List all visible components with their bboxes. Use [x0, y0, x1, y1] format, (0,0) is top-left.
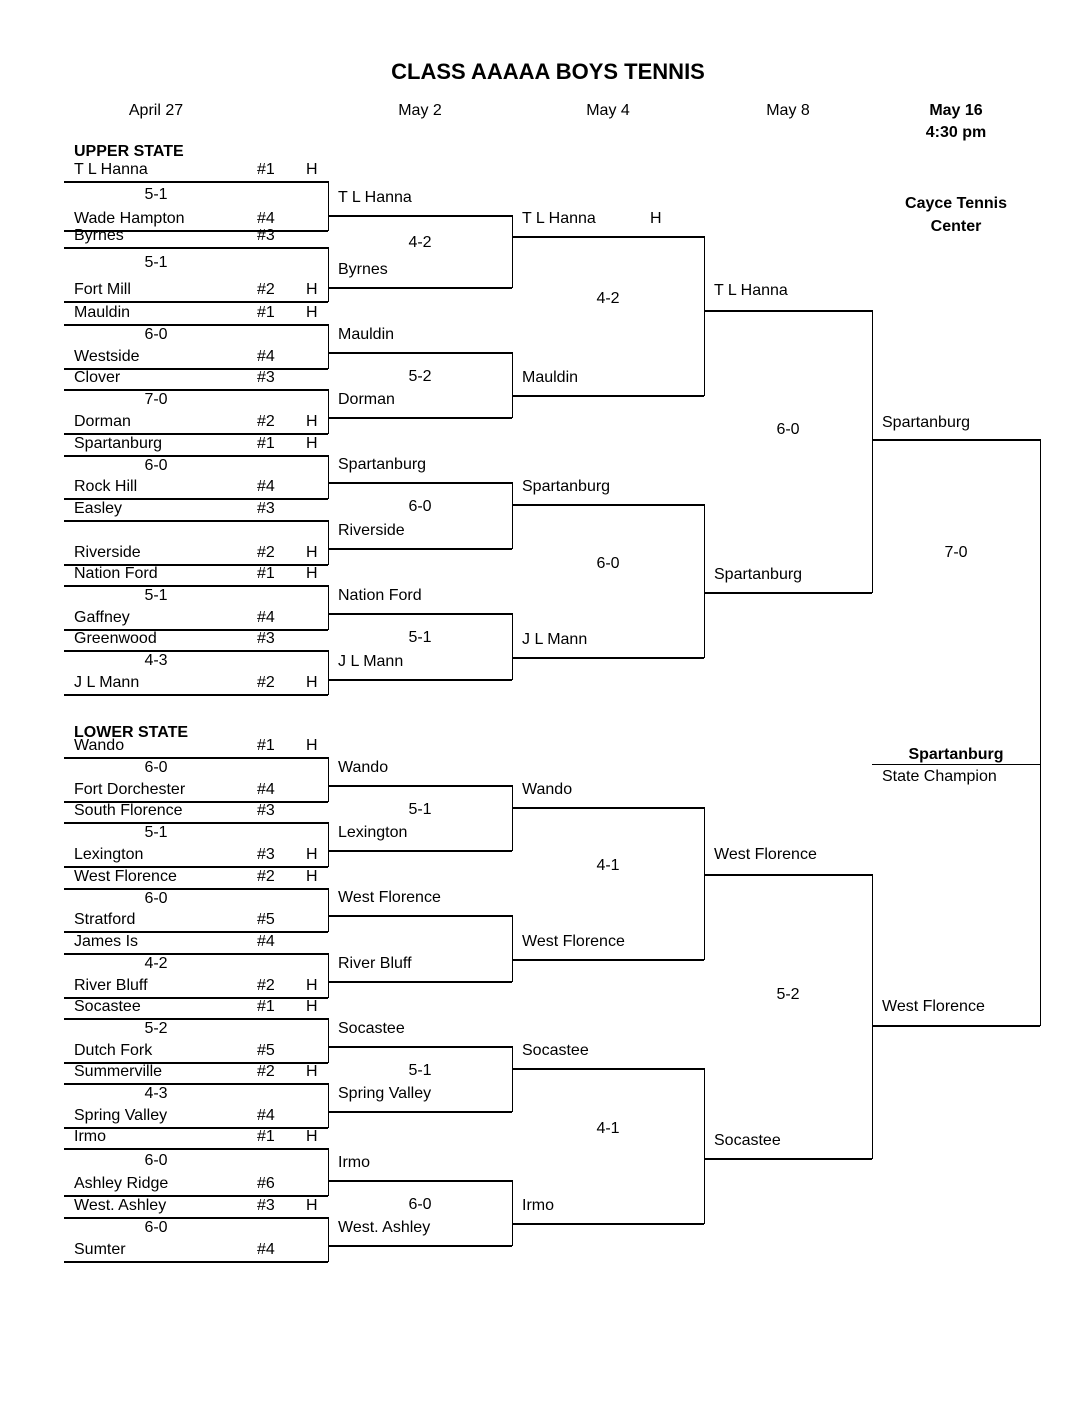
team-name: Greenwood [74, 630, 157, 647]
team-name: Byrnes [338, 261, 388, 278]
bracket-connector [704, 504, 705, 658]
bracket-connector [512, 613, 513, 680]
seed-label: #2 [257, 281, 275, 298]
bracket-connector [328, 1083, 329, 1128]
bracket-connector [328, 324, 329, 369]
bracket-line [328, 613, 512, 615]
round-date-may-16: May 16 [929, 102, 983, 119]
match-score: 4-2 [596, 290, 620, 307]
bracket-connector [512, 215, 513, 288]
seed-label: #5 [257, 911, 275, 928]
bracket-line [64, 888, 328, 890]
bracket-line [328, 1111, 512, 1113]
seed-label: #4 [257, 348, 275, 365]
match-score: 4-1 [596, 1120, 620, 1137]
team-name: West Florence [522, 933, 625, 950]
bracket-line [328, 1180, 512, 1182]
bracket-line [512, 1223, 704, 1225]
team-name: T L Hanna [714, 282, 788, 299]
seed-label: #1 [257, 161, 275, 178]
match-score: 6-0 [144, 326, 168, 343]
bracket-line [512, 236, 704, 238]
seed-label: #1 [257, 998, 275, 1015]
seed-label: #2 [257, 868, 275, 885]
bracket-line [328, 215, 512, 217]
match-score: 5-1 [144, 254, 168, 271]
lower-state-label: LOWER STATE [74, 724, 189, 741]
team-name: T L Hanna [338, 189, 412, 206]
host-marker: H [306, 998, 318, 1015]
team-name: Dorman [74, 413, 131, 430]
bracket-connector [328, 888, 329, 932]
bracket-connector [328, 757, 329, 802]
seed-label: #1 [257, 435, 275, 452]
host-marker: H [306, 737, 318, 754]
bracket-connector [512, 1046, 513, 1112]
match-score: 5-2 [776, 986, 800, 1003]
host-marker: H [306, 281, 318, 298]
upper-state-label: UPPER STATE [74, 143, 184, 160]
seed-label: #6 [257, 1175, 275, 1192]
seed-label: #4 [257, 933, 275, 950]
bracket-connector [704, 236, 705, 396]
team-name: Dutch Fork [74, 1042, 153, 1059]
venue-line-2: Center [930, 218, 982, 235]
bracket-line [64, 455, 328, 457]
bracket-line [64, 389, 328, 391]
bracket-line [328, 352, 512, 354]
team-name: T L Hanna [522, 210, 596, 227]
bracket-connector [872, 310, 873, 593]
team-name: Spartanburg [522, 478, 611, 495]
team-name: Clover [74, 369, 121, 386]
team-name: Mauldin [522, 369, 579, 386]
team-name: Gaffney [74, 609, 130, 626]
seed-label: #4 [257, 1241, 275, 1258]
match-score: 6-0 [144, 1152, 168, 1169]
bracket-connector [512, 785, 513, 851]
seed-label: #3 [257, 369, 275, 386]
team-name: Fort Dorchester [74, 781, 186, 798]
team-name: T L Hanna [74, 161, 148, 178]
team-name: Socastee [714, 1132, 781, 1149]
match-score: 5-1 [144, 186, 168, 203]
team-name: Riverside [338, 522, 405, 539]
seed-label: #1 [257, 737, 275, 754]
bracket-line [704, 592, 872, 594]
match-score: 4-3 [144, 1085, 168, 1102]
finalist-lower: West Florence [882, 998, 985, 1015]
bracket-line [512, 1068, 704, 1070]
seed-label: #4 [257, 609, 275, 626]
bracket-connector [328, 650, 329, 695]
seed-label: #2 [257, 674, 275, 691]
bracket-connector [328, 1018, 329, 1063]
match-score: 7-0 [144, 391, 168, 408]
team-name: J L Mann [74, 674, 140, 691]
match-score: 4-2 [144, 955, 168, 972]
bracket-line [64, 822, 328, 824]
bracket-line [64, 520, 328, 522]
bracket-connector [328, 455, 329, 499]
seed-label: #2 [257, 413, 275, 430]
team-name: Summerville [74, 1063, 163, 1080]
match-score: 5-1 [408, 801, 432, 818]
bracket-connector [328, 520, 329, 565]
team-name: Dorman [338, 391, 395, 408]
bracket-line [328, 981, 512, 983]
bracket-line [64, 650, 328, 652]
round-date-april-27: April 27 [128, 102, 184, 119]
round-date-may-4: May 4 [586, 102, 630, 119]
team-name: River Bluff [74, 977, 148, 994]
bracket-line [704, 874, 872, 876]
seed-label: #2 [257, 544, 275, 561]
bracket-line [872, 439, 1040, 441]
match-score: 6-0 [144, 890, 168, 907]
match-score: 5-2 [408, 368, 432, 385]
bracket-connector [328, 1217, 329, 1262]
bracket-connector [512, 1180, 513, 1246]
bracket-connector [328, 953, 329, 998]
bracket-line [64, 585, 328, 587]
bracket-connector [512, 352, 513, 418]
team-name: Fort Mill [74, 281, 131, 298]
bracket-connector [328, 247, 329, 302]
bracket-connector [704, 807, 705, 960]
team-name: J L Mann [338, 653, 404, 670]
host-marker: H [306, 1063, 318, 1080]
team-name: Irmo [74, 1128, 106, 1145]
champion-label: State Champion [882, 768, 997, 785]
team-name: Stratford [74, 911, 136, 928]
host-marker: H [306, 161, 318, 178]
host-marker: H [306, 977, 318, 994]
bracket-line [64, 1217, 328, 1219]
host-marker: H [306, 413, 318, 430]
match-score: 6-0 [596, 555, 620, 572]
match-score: 4-2 [408, 234, 432, 251]
champion-line [872, 764, 1040, 765]
team-name: Mauldin [338, 326, 395, 343]
team-name: West Florence [714, 846, 817, 863]
bracket-line [872, 1025, 1040, 1027]
bracket-connector [328, 1148, 329, 1196]
bracket-line [328, 915, 512, 917]
seed-label: #3 [257, 500, 275, 517]
bracket-line [64, 1261, 328, 1263]
host-marker: H [306, 304, 318, 321]
team-name: Westside [74, 348, 140, 365]
team-name: Irmo [338, 1154, 370, 1171]
bracket-connector [328, 822, 329, 867]
bracket-connector [512, 482, 513, 549]
bracket-line [328, 417, 512, 419]
bracket-line [512, 395, 704, 397]
round-date-may-2: May 2 [398, 102, 442, 119]
team-name: Wando [522, 781, 573, 798]
match-score: 5-2 [144, 1020, 168, 1037]
seed-label: #2 [257, 977, 275, 994]
seed-label: #4 [257, 210, 275, 227]
match-score: 4-1 [596, 857, 620, 874]
bracket-connector [704, 1068, 705, 1224]
host-marker: H [306, 1197, 318, 1214]
team-name: West. Ashley [74, 1197, 167, 1214]
bracket-line [328, 1046, 512, 1048]
bracket-line [512, 504, 704, 506]
team-name: West. Ashley [338, 1219, 431, 1236]
team-name: Sumter [74, 1241, 126, 1258]
seed-label: #4 [257, 478, 275, 495]
bracket-line [64, 324, 328, 326]
seed-label: #1 [257, 304, 275, 321]
bracket-line [328, 548, 512, 550]
bracket-connector [512, 915, 513, 982]
match-score: 6-0 [144, 759, 168, 776]
final-time: 4:30 pm [925, 124, 987, 141]
bracket-line [64, 953, 328, 955]
bracket-line [704, 310, 872, 312]
match-score: 6-0 [144, 1219, 168, 1236]
team-name: Mauldin [74, 304, 131, 321]
bracket-line [64, 301, 328, 303]
bracket-connector [328, 585, 329, 630]
match-score: 6-0 [408, 1196, 432, 1213]
host-marker: H [306, 846, 318, 863]
host-marker: H [306, 435, 318, 452]
team-name: Lexington [74, 846, 144, 863]
team-name: Spring Valley [74, 1107, 168, 1124]
team-name: Ashley Ridge [74, 1175, 169, 1192]
bracket-line [328, 1245, 512, 1247]
team-name: Wade Hampton [74, 210, 185, 227]
team-name: South Florence [74, 802, 183, 819]
page-title: CLASS AAAAA BOYS TENNIS [391, 59, 705, 84]
bracket-connector [328, 389, 329, 434]
seed-label: #1 [257, 1128, 275, 1145]
seed-label: #4 [257, 1107, 275, 1124]
team-name: Irmo [522, 1197, 554, 1214]
match-score: 6-0 [144, 457, 168, 474]
seed-label: #3 [257, 227, 275, 244]
round-date-may-8: May 8 [766, 102, 810, 119]
team-name: Lexington [338, 824, 408, 841]
team-name: Wando [74, 737, 125, 754]
bracket-line [512, 959, 704, 961]
team-name: Spartanburg [714, 566, 803, 583]
team-name: J L Mann [522, 631, 588, 648]
bracket-line [64, 181, 328, 183]
bracket-connector [872, 874, 873, 1159]
team-name: Socastee [338, 1020, 405, 1037]
seed-label: #4 [257, 781, 275, 798]
team-name: Rock Hill [74, 478, 138, 495]
bracket-line [328, 850, 512, 852]
final-score: 7-0 [944, 544, 968, 561]
host-marker: H [306, 544, 318, 561]
bracket-line [64, 247, 328, 249]
team-name: Spring Valley [338, 1085, 432, 1102]
bracket-line [64, 1018, 328, 1020]
seed-label: #3 [257, 846, 275, 863]
bracket-line [64, 694, 328, 696]
host-marker: H [306, 674, 318, 691]
host-marker: H [306, 1128, 318, 1145]
match-score: 4-3 [144, 652, 168, 669]
match-score: 6-0 [776, 421, 800, 438]
bracket-line [64, 757, 328, 759]
bracket-line [512, 807, 704, 809]
venue-line-1: Cayce Tennis [905, 195, 1007, 212]
finalist-upper: Spartanburg [882, 414, 971, 431]
team-name: Spartanburg [74, 435, 163, 452]
team-name: Socastee [74, 998, 141, 1015]
team-name: James Is [74, 933, 139, 950]
match-score: 5-1 [144, 824, 168, 841]
team-name: River Bluff [338, 955, 412, 972]
team-name: Easley [74, 500, 123, 517]
bracket-connector [328, 181, 329, 231]
seed-label: #5 [257, 1042, 275, 1059]
bracket-line [64, 1083, 328, 1085]
seed-label: #3 [257, 1197, 275, 1214]
team-name: West Florence [74, 868, 177, 885]
seed-label: #3 [257, 802, 275, 819]
team-name: Socastee [522, 1042, 589, 1059]
bracket-line [328, 287, 512, 289]
host-marker: H [650, 210, 662, 227]
seed-label: #3 [257, 630, 275, 647]
match-score: 5-1 [144, 587, 168, 604]
seed-label: #2 [257, 1063, 275, 1080]
bracket-line [512, 657, 704, 659]
team-name: West Florence [338, 889, 441, 906]
team-name: Nation Ford [338, 587, 422, 604]
bracket-line [328, 482, 512, 484]
host-marker: H [306, 565, 318, 582]
match-score: 5-1 [408, 1062, 432, 1079]
team-name: Byrnes [74, 227, 124, 244]
bracket-line [64, 1148, 328, 1150]
team-name: Riverside [74, 544, 141, 561]
team-name: Nation Ford [74, 565, 158, 582]
bracket-line [328, 785, 512, 787]
bracket-connector [1040, 439, 1041, 1026]
team-name: Wando [338, 759, 389, 776]
bracket-line [328, 679, 512, 681]
match-score: 5-1 [408, 629, 432, 646]
seed-label: #1 [257, 565, 275, 582]
bracket-line [704, 1158, 872, 1160]
champion-name: Spartanburg [908, 746, 1004, 763]
match-score: 6-0 [408, 498, 432, 515]
team-name: Spartanburg [338, 456, 427, 473]
host-marker: H [306, 868, 318, 885]
